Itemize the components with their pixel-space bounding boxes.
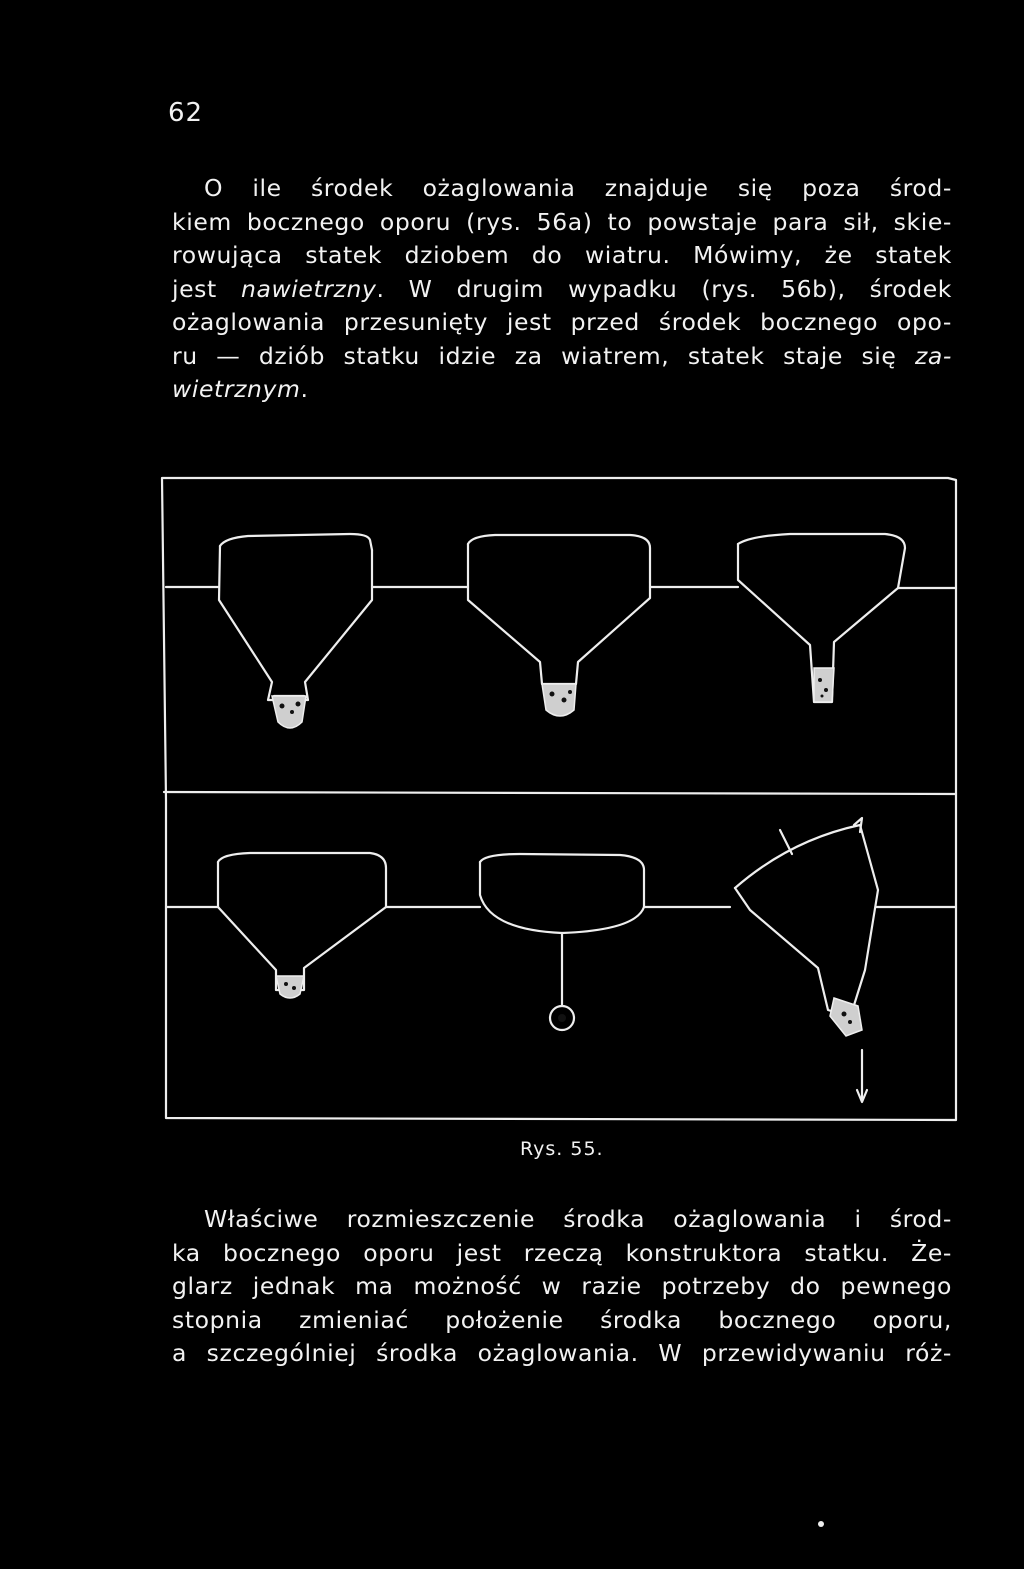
figure-caption: Rys. 55. <box>520 1138 604 1160</box>
term-zawietrzny-start: za- <box>914 341 952 370</box>
text-run: . W drugim wypadku (rys. 56b), środek <box>376 274 952 303</box>
panel-divider <box>164 792 956 794</box>
hull-section-2 <box>468 535 650 684</box>
text-line: Właściwe rozmieszczenie środka ożaglowania i środ- <box>204 1205 952 1233</box>
text-line: ożaglowania przesunięty jest przed środek bocznego opo- <box>172 308 952 336</box>
ballast-2 <box>542 684 576 716</box>
text-line: stopnia zmieniać położenie środka bocznego oporu, <box>172 1305 952 1334</box>
text-run: ru — dziób statku idzie za wiatrem, statek staje się <box>172 341 915 370</box>
mast-stub <box>780 830 792 854</box>
text-line: kiem bocznego oporu (rys. 56a) to powstaje para sił, skie- <box>172 207 952 236</box>
ballast-1 <box>272 696 306 728</box>
print-speck <box>818 1521 824 1527</box>
text-line: rowująca statek dziobem do wiatru. Mówimy, że statek <box>172 241 952 269</box>
ballast-6 <box>830 998 862 1036</box>
text-line <box>172 340 952 374</box>
ballast-4 <box>276 976 304 998</box>
text-line: a szczególniej środka ożaglowania. W przewidywaniu róż- <box>172 1339 952 1367</box>
hull-diagram <box>150 470 970 1130</box>
paragraph-2 <box>172 1203 952 1371</box>
term-zawietrzny-end: wietrznym <box>172 375 301 403</box>
hull-section-4 <box>218 853 386 990</box>
hull-section-6 <box>735 818 878 1102</box>
text-line: ka bocznego oporu jest rzeczą konstruktora statku. Że- <box>172 1238 952 1267</box>
waterline-top <box>166 587 956 588</box>
text-line <box>172 373 952 407</box>
text-run: . <box>300 375 309 403</box>
text-line <box>172 273 952 307</box>
text-line: O ile środek ożaglowania znajduje się poza środ- <box>204 174 952 202</box>
hull-section-5 <box>480 854 644 1030</box>
ballast-3 <box>814 668 834 702</box>
term-nawietrzny: nawietrzny <box>240 274 377 303</box>
hull-section-1 <box>219 534 372 700</box>
ballast-texture <box>280 678 853 1024</box>
text-run: jest <box>172 274 241 303</box>
figure-rys-55 <box>150 470 970 1130</box>
page-number: 62 <box>168 98 204 128</box>
paragraph-1 <box>172 172 952 407</box>
text-line: glarz jednak ma możność w razie potrzeby do pewnego <box>172 1272 952 1300</box>
